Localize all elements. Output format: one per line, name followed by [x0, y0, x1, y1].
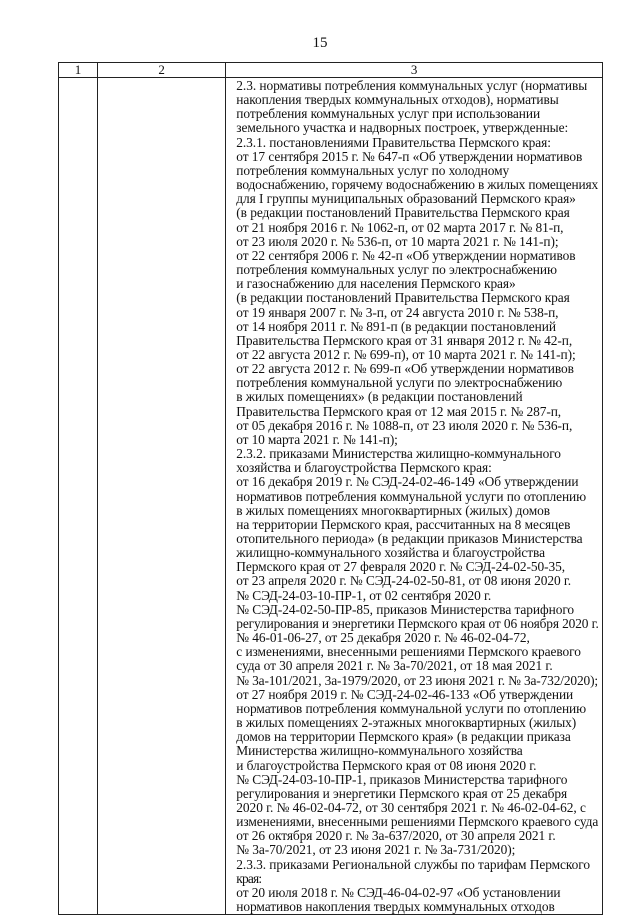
column-header-2: 2 [98, 63, 226, 78]
text-line: в жилых помещениях 2-этажных многоквартирных (жилых) [236, 716, 577, 731]
column-header-3: 3 [226, 63, 603, 78]
text-line: потребления коммунальной услуги по электроснабжению [236, 376, 563, 391]
text-line: от 14 ноября 2011 г. № 891-п (в редакции постановлений [236, 319, 556, 334]
text-line: накопления твердых коммунальных отходов), нормативы [236, 93, 559, 108]
text-line: нормативов потребления коммунальной услуги по отоплению [236, 701, 587, 716]
text-line: и благоустройства Пермского края от 08 июня 2020 г. [236, 758, 537, 773]
text-line: от 19 января 2007 г. № 3-п, от 24 августа 2010 г. № 538-п, [236, 305, 559, 320]
text-line: нормативов потребления коммунальной услуги по отоплению [236, 489, 587, 504]
text-line: от 23 июля 2020 г. № 536-п, от 10 марта 2021 г. № 141-п); [236, 234, 559, 249]
text-line: отопительного периода» (в редакции приказов Министерства [236, 532, 583, 546]
text-line: на территории Пермского края, рассчитанных на 8 месяцев [236, 517, 571, 532]
text-line: Правительства Пермского края от 31 января 2012 г. № 42-п, [236, 333, 573, 348]
text-line: (в редакции постановлений Правительства Пермского края [236, 206, 570, 221]
text-line: хозяйства и благоустройства Пермского края: [236, 461, 492, 476]
text-line: 2.3.2. приказами Министерства жилищно-коммунального [236, 447, 561, 462]
text-line: от 05 декабря 2016 г. № 1088-п, от 23 июля 2020 г. № 536-п, [236, 418, 573, 433]
text-line: водоснабжению, горячему водоснабжению в жилых помещениях [236, 178, 599, 193]
text-line: суда от 30 апреля 2021 г. № 3а-70/2021, от 18 мая 2021 г. [236, 659, 553, 674]
text-line: от 16 декабря 2019 г. № СЭД-24-02-46-149 «Об утверждении [236, 475, 579, 490]
text-line: от 20 июля 2018 г. № СЭД-46-04-02-97 «Об установлении [236, 885, 561, 900]
text-line: Министерства жилищно-коммунального хозяйства [236, 744, 523, 759]
text-line: № СЭД-24-03-10-ПР-1, приказов Министерства тарифного [236, 772, 568, 787]
table-header-row [59, 63, 603, 78]
text-line: потребления коммунальных услуг по электроснабжению [236, 263, 557, 278]
cell-column-2 [98, 78, 226, 915]
text-line: с изменениями, внесенными решениями Пермского краевого [236, 645, 581, 660]
text-line: от 22 августа 2012 г. № 699-п), от 10 марта 2021 г. № 141-п); [236, 347, 576, 362]
text-line: нормативов накопления твердых коммунальных отходов [236, 900, 555, 915]
text-line: и газоснабжению для населения Пермского края» [236, 277, 516, 292]
text-line: жилищно-коммунального хозяйства и благоустройства [236, 546, 545, 561]
text-line: от 22 августа 2012 г. № 699-п «Об утверждении нормативов [236, 362, 574, 377]
text-line: для I группы муниципальных образований Пермского края» [236, 192, 576, 207]
text-line: от 22 сентября 2006 г. № 42-п «Об утверждении нормативов [236, 248, 576, 263]
text-line: Правительства Пермского края от 12 мая 2015 г. № 287-п, [236, 404, 562, 419]
text-line: № 3а-70/2021, от 23 июня 2021 г. № 3а-731/2020); [236, 843, 516, 858]
text-line: изменениями, внесенными решениями Пермского краевого суда [236, 815, 599, 830]
text-line: от 10 марта 2021 г. № 141-п); [236, 432, 398, 447]
text-line: земельного участка и надворных построек, утвержденные: [236, 121, 569, 136]
text-line: потребления коммунальных услуг при использовании [236, 107, 541, 122]
page-number: 15 [312, 35, 328, 51]
text-line: потребления коммунальных услуг по холодному [236, 163, 510, 178]
text-line: от 17 сентября 2015 г. № 647-п «Об утверждении нормативов [236, 149, 583, 164]
text-line: 2.3.3. приказами Региональной службы по тарифам Пермского [236, 857, 590, 872]
text-line: Пермского края от 27 февраля 2020 г. № СЭД-24-02-50-35, [236, 560, 565, 575]
text-line: № 46-01-06-27, от 25 декабря 2020 г. № 46-02-04-72, [236, 631, 530, 646]
text-line: от 21 ноября 2016 г. № 1062-п, от 02 марта 2017 г. № 81-п, [236, 220, 564, 235]
text-line: в жилых помещениях многоквартирных (жилых) домов [236, 503, 550, 518]
cell-column-1 [59, 78, 98, 915]
text-line: от 27 ноября 2019 г. № СЭД-24-02-46-133 «Об утверждении [236, 687, 574, 702]
text-line: в жилых помещениях» (в редакции постановлений [236, 390, 523, 405]
text-line: 2.3. нормативы потребления коммунальных услуг (нормативы [236, 79, 588, 93]
text-line: 2.3.1. постановлениями Правительства Пермского края: [236, 135, 551, 150]
text-line: от 23 апреля 2020 г. № СЭД-24-02-50-81, от 08 июня 2020 г. [236, 574, 572, 589]
text-line: (в редакции постановлений Правительства Пермского края [236, 291, 570, 306]
cell-column-3-content [226, 78, 603, 915]
text-line: от 26 октября 2020 г. № 3а-637/2020, от 30 апреля 2021 г. [236, 829, 556, 844]
column-header-1: 1 [59, 63, 98, 78]
document-table [58, 62, 603, 915]
text-line: 2020 г. № 46-02-04-72, от 30 сентября 2021 г. № 46-02-04-62, с [236, 800, 586, 815]
text-line: края: [236, 871, 262, 886]
table-row [59, 78, 603, 915]
text-line: № 3а-101/2021, 3а-1979/2020, от 23 июня 2021 г. № 3а-732/2020); [236, 673, 598, 688]
text-line: № СЭД-24-02-50-ПР-85, приказов Министерства тарифного [236, 602, 575, 617]
text-line: домов на территории Пермского края» (в редакции приказа [236, 730, 571, 745]
text-line: регулирования и энергетики Пермского края от 25 декабря [236, 786, 568, 801]
text-line: № СЭД-24-03-10-ПР-1, от 02 сентября 2020 г. [236, 588, 492, 603]
text-line: регулирования и энергетики Пермского края от 06 ноября 2020 г. [236, 616, 599, 631]
